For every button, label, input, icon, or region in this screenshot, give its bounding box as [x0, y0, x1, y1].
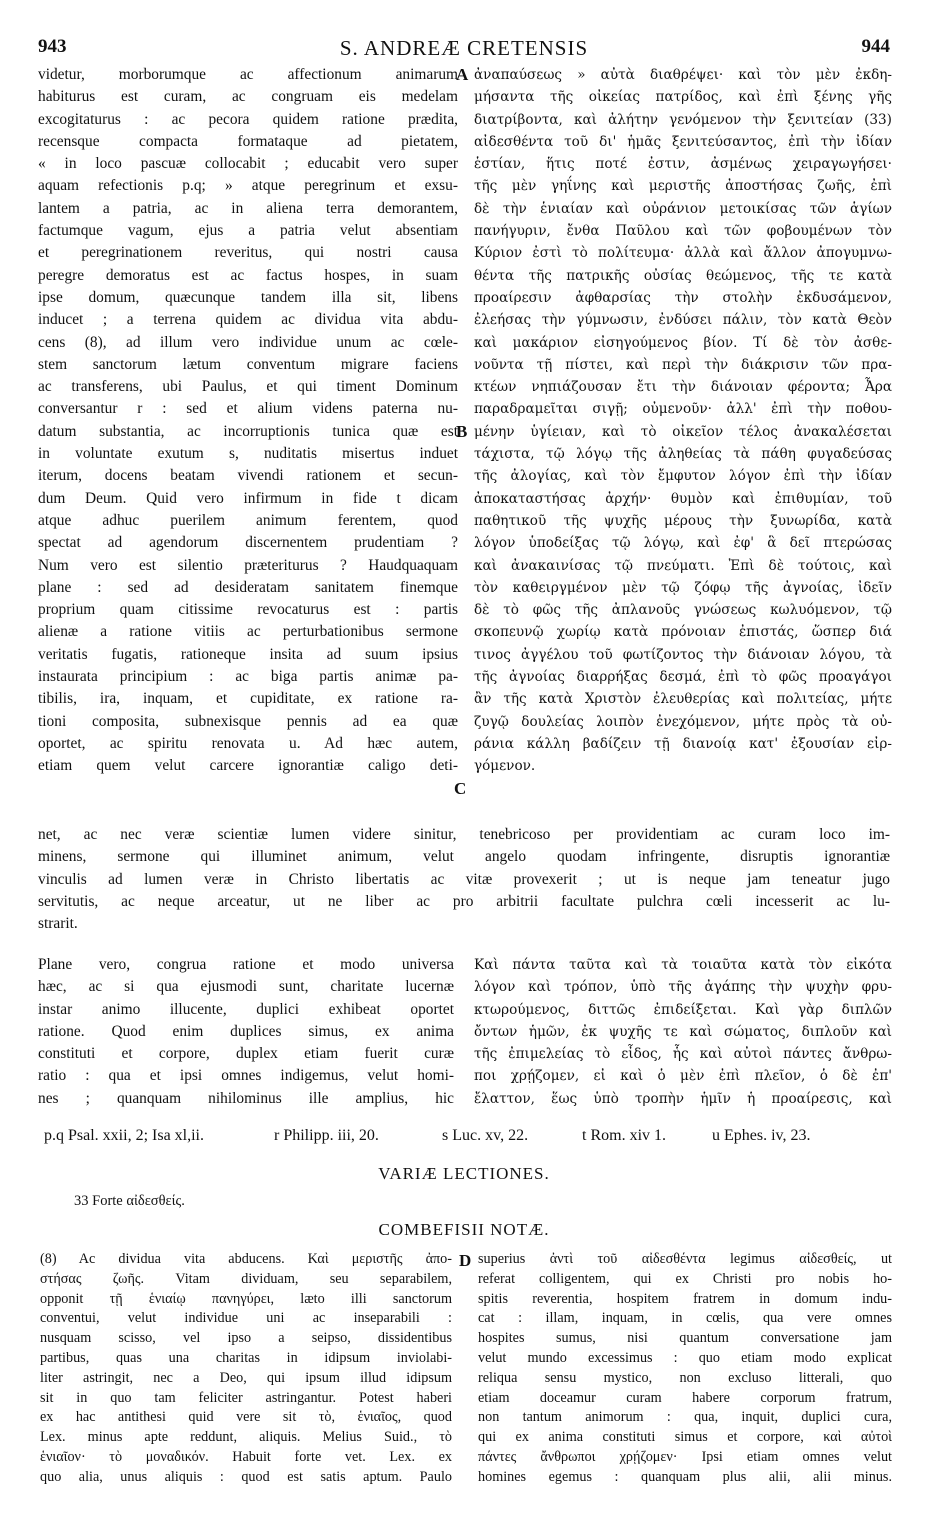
page-number-left: 943 [38, 36, 67, 57]
text-line: tibilis, ira, inquam, et cupiditate, ex ratione ra- [38, 690, 458, 708]
text-line: excogitaturus : ac pecora quidem ratione prædita, [38, 110, 458, 128]
text-line: reliqua sensu mystico, non excluso litterali, quo [478, 1369, 892, 1386]
text-line: γόμενον. [474, 758, 536, 775]
text-line: recensque compacta formataque ad pietatem, [38, 132, 458, 150]
text-line: ἔλαττον, ἕως ὑπὸ τροπὴν ἡμῖν ἡ προαίρεσις, καὶ [474, 1090, 892, 1107]
text-line: quo alia, unus aliquis : quod est satis aptum. Paulo [40, 1468, 452, 1485]
text-line: ac transferens, ubi Paulus, et qui timent Dominum [38, 378, 458, 396]
text-line: hospites sumus, nisi quantum conversatione jam [478, 1330, 892, 1347]
text-line: πάντες ἄνθρωποι χρῄζομεν· Ipsi etiam omnes velut [478, 1448, 892, 1465]
text-line: tioni composita, subnexisque pennis ad ea quæ [38, 712, 458, 730]
text-line: dum Deum. Quid vero infirmum in fide t dicam [38, 489, 458, 507]
text-line: peregre demoratus est ac factus hospes, in suam [38, 266, 458, 284]
text-line: τῆς μὲν γηΐνης καὶ μεριστῆς ἀποστήσας ζωῆς, ἐπὶ [474, 178, 892, 195]
page-header [38, 36, 890, 64]
text-line: ἐλεήσας τὴν γύμνωσιν, ἐνδύσει πάλιν, τὸν κατὰ Θεὸν [474, 312, 892, 329]
variae-lectiones-note: 33 Forte αἰδεσθείς. [74, 1193, 185, 1209]
text-line: πανήγυριν, ἔνθα Παῦλου καὶ τῶν φοβουμένων τὸν [474, 223, 892, 240]
text-line: opponit τῇ ἑνιαίῳ πανηγύρει, læto illi sanctorum [40, 1290, 452, 1307]
latin-column-top [38, 64, 458, 778]
text-line: παθητικοῦ τῆς ψυχῆς μέρους τὴν ξυνωρίδα, κατὰ [474, 512, 892, 529]
text-line: ratio : qua et ipsi omnes indigemus, velut homi- [38, 1067, 454, 1085]
text-line: conventui, velut individue uni ac inseparabili : [40, 1310, 452, 1327]
text-line: hæc, ac si qua ejusmodi sunt, charitate lucernæ [38, 978, 454, 996]
text-line: etiam quem velut carcere ignorantiæ caligo deti- [38, 757, 458, 775]
text-line: μήσαντα τῆς οἰκείας πατρίδος, καὶ ἐπὶ ξένης γῆς [474, 89, 892, 106]
text-line: qui ex anima constituti simus et corpore, καὶ αὐτοὶ [478, 1429, 892, 1446]
text-line: spectat ad agendorum discernentem prudentiam ? [38, 534, 458, 552]
text-line: inducet ; a terrena quidem ac dividua vita abdu- [38, 311, 458, 329]
text-line: Plane vero, congrua ratione et modo universa [38, 956, 454, 973]
text-line: alienæ a ratione vitiis ac perturbationibus sermone [38, 623, 458, 641]
text-line: τῆς ἀλογίας, καὶ τὸν ἔμφυτον λόγον ἐπὶ τὴν ἰδίαν [474, 468, 892, 485]
text-line: νοῦντα τῇ πίστει, καὶ περὶ τὴν διάκρισιν τῶν πρα- [474, 356, 892, 373]
text-line: καὶ ἀνακαινίσας τῷ πνεύματι. Ἐπὶ δὲ τούτοις, καὶ [474, 557, 892, 574]
text-line: ὄντων ἡμῶν, ἐκ ψυχῆς τε καὶ σώματος, διπλοῦν καὶ [474, 1023, 892, 1040]
text-line: ἑστίαν, ἥτις ποτέ ἐστιν, ἀσμένως χειραγωγήσει· [474, 156, 892, 173]
margin-marker-a: A [456, 65, 469, 84]
reference: s Luc. xv, 22. [442, 1127, 529, 1144]
text-line: Καὶ πάντα ταῦτα καὶ τὰ τοιαῦτα κατὰ τὸν εἰκότα [474, 957, 892, 973]
text-line: datum substantia, ac incorruptionis tunica quæ est [38, 422, 458, 440]
variae-lectiones-title: VARIÆ LECTIONES. [378, 1164, 550, 1183]
margin-marker-c: C [454, 779, 467, 798]
text-line: ex hac antithesi quid vere sit τὸ, ἑνιαῖος, quod [40, 1409, 452, 1426]
text-line: sit in quo tam feliciter astringantur. Potest haberi [40, 1389, 452, 1406]
text-line: minens, sermone qui illuminet animum, velut angelo quodam infringente, disruptis ignorantiæ [38, 848, 890, 866]
notes-column-left [40, 1250, 452, 1488]
text-line: cens (8), ad illum vero individue unum ac cœle- [38, 333, 458, 351]
text-line: velut mundo excessimus : quo etiam modo explicat [478, 1349, 892, 1366]
text-line: ἂν τῆς κατὰ Χριστὸν ἐλευθερίας καὶ πολιτείας, μήτε [474, 691, 892, 708]
text-line: spitis reverentia, hospitem fratrem in domum indu- [478, 1290, 892, 1307]
text-line: τινος ἀγγέλου τοῦ φωτίζοντος τὴν διάνοιαν λόγου, τὰ [474, 646, 892, 663]
text-line: Lex. minus apte reddunt, aliquis. Melius Suid., τὸ [40, 1429, 452, 1446]
text-line: δὲ τὸ φῶς τῆς ἀπλανοῦς γνώσεως κωλυόμενον, τῷ [474, 602, 892, 619]
text-line: proprium quam citissime revocaturus est : partis [38, 601, 458, 619]
text-line: liter astringit, nec a Deo, qui ipsum illud idipsum [40, 1369, 452, 1386]
text-line: δὲ τὴν ἑνιαίαν καὶ οὐράνιον μετοικίσας τῶν ἁγίων [474, 200, 892, 217]
text-line: λόγον ὑποδείξας τῷ λόγῳ, καὶ ἐφ' ἃ δεῖ πτερώσας [474, 535, 892, 552]
text-line: καὶ μακάριον εἰσηγούμενος βίον. Τί δὲ τὸν ἀσθε- [474, 334, 892, 351]
scripture-references [44, 1127, 890, 1145]
text-line: θέντα τῆς πατρικῆς οὐσίας θεώμενος, τῆς τε κατὰ [474, 267, 892, 284]
text-line: « in loco pascuæ collocabit ; educabit vero super [38, 155, 458, 173]
text-line: vinculis ad lumen veræ in Christo libertatis ac vitæ provexerit ; ut is neque jam teneatur jugo [38, 870, 890, 888]
text-line: Num vero est silentio præteriturus ? Haudquaquam [38, 556, 458, 574]
text-line: λόγον καὶ τρόπον, ὑπὸ τῆς ἀγάπης τὴν ψυχὴν φρυ- [474, 979, 892, 996]
text-line: αἰδεσθέντα τοῦ δι' ἡμᾶς ξενιτεύσαντος, ἐπὶ τὴν ἰδίαν [474, 133, 892, 150]
text-line: instar animo illucente, duplici exhibeat oportet [38, 1000, 454, 1018]
margin-marker-d: D [459, 1251, 472, 1270]
text-line: conversantur r : sed et alium videns paterna nu- [38, 400, 458, 418]
text-line: προαίρεσιν ἀφθαρσίας τὴν στολὴν ἐκδυσάμενον, [474, 289, 892, 306]
text-line: plane : sed ad desideratam sanitatem finemque [38, 578, 458, 596]
text-line: cat : illam, inquam, in cœlis, qua vere omnes [478, 1310, 892, 1327]
latin-column-second [38, 954, 454, 1110]
text-line: veritatis fugatis, rationeque insita ad suum ipsius [38, 645, 458, 663]
text-line: ipse domum, quæcunque tandem illa sit, libens [38, 288, 458, 306]
text-line: habiturus est curam, ac congruam eis medelam [38, 88, 458, 106]
reference: t Rom. xiv 1. [582, 1127, 667, 1144]
text-line: iterum, docens beatam vivendi rationem et secun- [38, 467, 458, 485]
reference: u Ephes. iv, 23. [712, 1127, 811, 1144]
text-line: atque adhuc puerilem animum ferentem, quod [38, 511, 458, 529]
notes-title: COMBEFISII NOTÆ. [378, 1220, 550, 1239]
text-line: factumque vagum, ejus a patria velut absentiam [38, 222, 458, 240]
margin-marker-b: B [456, 422, 468, 441]
text-line: etiam doceamur curam habere corporum fratrum, [478, 1389, 892, 1406]
text-line: στήσας ζωῆς. Vitam dividuam, seu separabilem, [40, 1270, 452, 1287]
text-line: ἀναπαύσεως » αὐτὰ διαθρέψει· καὶ τὸν μὲν ἐκδη- [474, 67, 892, 83]
text-line: σκοπευνῷ χωρίῳ κατὰ πρόνοιαν ἐπιστάς, ὥσπερ διά [474, 624, 892, 641]
text-line: ἀποκαταστήσας ἀρχήν· θυμὸν καὶ ἐπιθυμίαν, τοῦ [474, 490, 892, 507]
text-line: nes ; quanquam nihilominus ille amplius, hic [38, 1089, 454, 1107]
text-line: aquam refectionis p.q; » atque peregrinum et exsu- [38, 177, 458, 195]
running-title: S. ANDREÆ CRETENSIS [339, 36, 589, 60]
text-line: διατρίβοντα, καὶ ἀλήτην γενόμενον τὴν ξενιτείαν (33) [474, 111, 892, 128]
text-line: παραδραμεῖται σιγῇ; οὐμενοῦν· ἀλλ' ἐπὶ τὴν ποθου- [474, 401, 892, 418]
text-line: net, ac nec veræ scientiæ lumen videre sinitur, tenebricoso per providentiam ac curam loco im- [38, 826, 890, 843]
reference: r Philipp. iii, 20. [274, 1127, 379, 1144]
page-number-right: 944 [861, 36, 890, 57]
text-line: homines egemus : quanquam plus alii, alii minus. [478, 1468, 892, 1485]
text-line: ζυγῷ δουλείας λοιπὸν ἐνεχόμενον, μήτε πρὸς τὰ οὐ- [474, 713, 892, 730]
text-line: Κύριον ἐστὶ τὸ πολίτευμα· ἀλλὰ καὶ ἄλλον ἀπογυμνω- [474, 245, 892, 262]
text-line: nusquam scisso, vel ipso a seipso, dissidentibus [40, 1330, 452, 1347]
text-line: τῆς ἀγνοίας διαρρήξας δεσμά, ἐπὶ τὸ φῶς προαγάγοι [474, 669, 892, 686]
notes-column-right [478, 1250, 892, 1488]
text-line: τὸν καθειργμένον μὲν τῷ ζόφῳ τῆς ἀγνοίας, ἰδεῖν [474, 579, 892, 596]
text-line: in voluntate exutum s, nuditatis misertus induet [38, 445, 458, 463]
text-line: et peregrinationem reveritus, qui nostri causa [38, 244, 458, 262]
text-line: videtur, morborumque ac affectionum animarum [38, 66, 458, 83]
text-line: constituti et corpore, duplex etiam fuerit curæ [38, 1045, 454, 1063]
full-width-paragraph [38, 824, 890, 935]
text-line: ράνια κάλλη βαδίζειν τῇ διανοίᾳ κατ' ἐξουσίαν εἰρ- [474, 735, 892, 752]
text-line: τῆς ἐπιμελείας τὸ εἶδος, ἧς καὶ αὐτοὶ πάντες ἄνθρω- [474, 1046, 892, 1063]
text-line: servitutis, ac neque arceatur, ut ne liber ac pro arbitrii facultate pulchra cœli incesserit ac lu- [38, 892, 890, 910]
text-line: ratione. Quod enim duplices simus, ex anima [38, 1022, 454, 1040]
text-line: (8) Ac dividua vita abducens. Καὶ μεριστῆς ἀπο- [40, 1251, 452, 1267]
text-line: superius ἀντὶ τοῦ αἰδεσθέντα legimus αἰδεσθείς, ut [478, 1251, 892, 1267]
text-line: ἑνιαῖον· τὸ μοναδικόν. Habuit forte vet. Lex. ex [40, 1448, 452, 1465]
text-line: stem sanctorum lætum conventum migrare faciens [38, 355, 458, 373]
text-line: instaurata principium : ac biga partis animæ pa- [38, 668, 458, 686]
text-line: oportet, ac spiritu renovata u. Ad hæc autem, [38, 734, 458, 752]
reference: p.q Psal. xxii, 2; Isa xl,ii. [44, 1127, 204, 1144]
text-line: τάχιστα, τῷ λόγῳ τῆς ἀληθείας τὰ πάθη φυγαδεύσας [474, 446, 892, 463]
text-line: ποι χρῄζομεν, εἰ καὶ ὁ μὲν ἐπὶ πλεῖον, ὁ δὲ ἐπ' [474, 1068, 892, 1085]
text-line: partibus, quas una charitas in idipsum inviolabi- [40, 1349, 452, 1366]
text-line: κτέων νηπιάζουσαν ἔτι τὴν διάνοιαν φέροντα; Ἆρα [474, 379, 892, 396]
greek-column-top [474, 64, 892, 778]
text-line: lantem a patria, ac in aliena terra demorantem, [38, 199, 458, 217]
text-line: referat colligentem, qui ex Christi pro nobis ho- [478, 1270, 892, 1287]
text-line: strarit. [38, 915, 78, 933]
text-line: κτωρούμενος, διττῶς ἐπιδείξεται. Καὶ γὰρ διπλῶν [474, 1001, 892, 1018]
text-line: non tantum animorum : qua, inquit, duplici cura, [478, 1409, 892, 1426]
text-line: μένην ὑγίειαν, καὶ τὸ οἰκεῖον τέλος ἀνακαλέσεται [474, 423, 892, 440]
greek-column-second [474, 954, 892, 1110]
